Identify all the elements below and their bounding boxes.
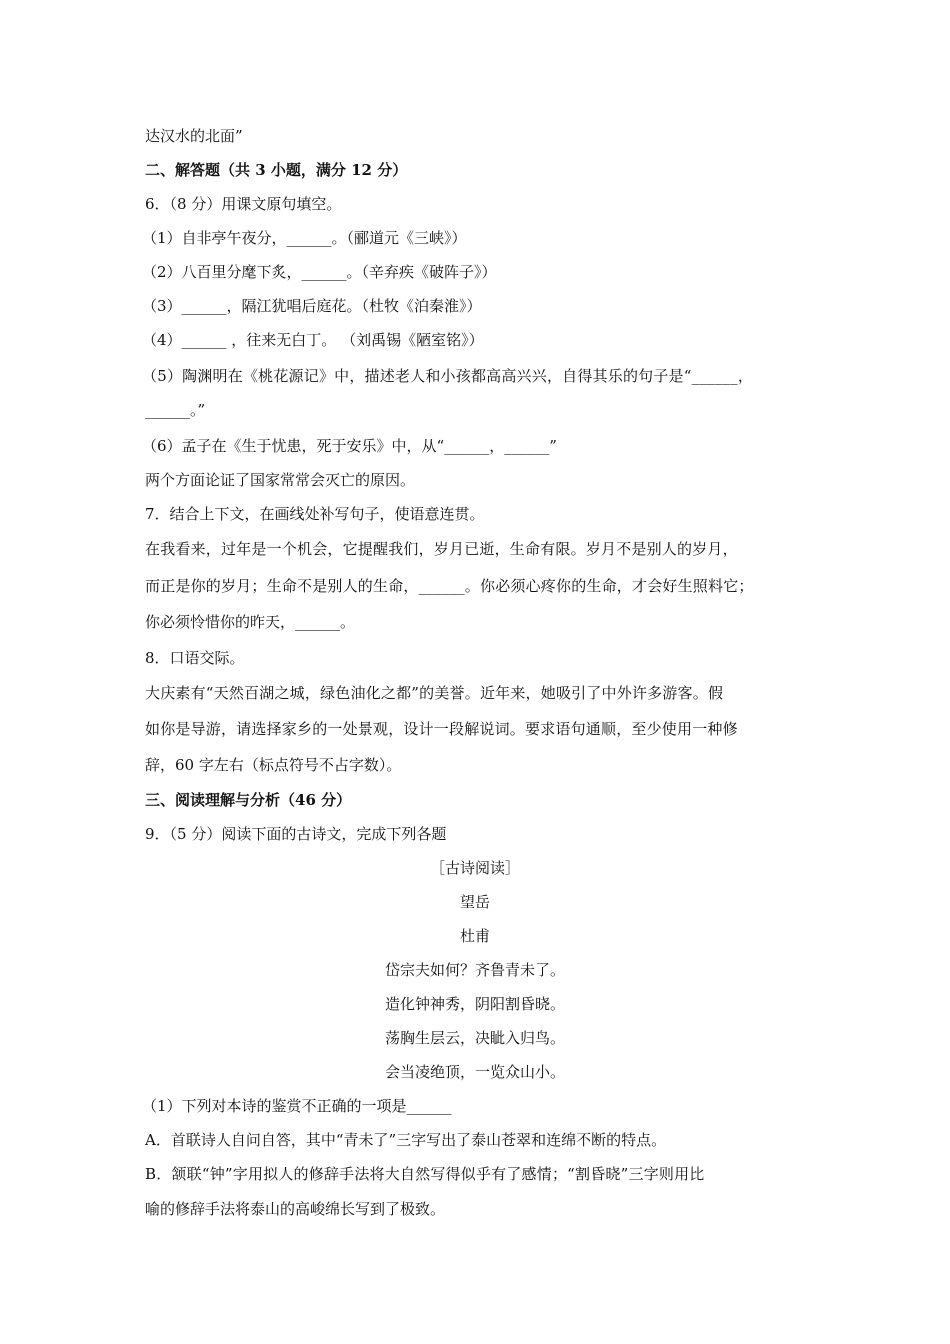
option-a: A．首联诗人自问自答，其中“青未了”三字写出了泰山苍翠和连绵不断的特点。 <box>145 1131 667 1149</box>
sub-question: （1）自非亭午夜分，______。（郦道元《三峡》） <box>142 229 467 247</box>
poem-line: 造化钟神秀，阴阳割昏晓。 <box>384 995 565 1013</box>
passage-line: 辞，60 字左右（标点符号不占字数）。 <box>145 756 402 774</box>
passage-line: 而正是你的岁月；生命不是别人的生命，______。你必须心疼你的生命，才会好生照料它； <box>145 577 754 595</box>
poem-line: 会当凌绝顶，一览众山小。 <box>384 1063 565 1081</box>
section-heading: 三、阅读理解与分析（46 分） <box>145 791 352 809</box>
sub-question: （3）______，隔江犹唱后庭花。（杜牧《泊秦淮》） <box>142 297 482 315</box>
sub-question: （5）陶渊明在《桃花源记》中，描述老人和小孩都高高兴兴，自得其乐的句子是“______， <box>142 367 754 385</box>
option-b: B．颔联“钟”字用拟人的修辞手法将大自然写得似乎有了感情；“割昏晓”三字则用比 <box>145 1165 705 1183</box>
poem-author: 杜甫 <box>459 927 490 945</box>
poem-title: 望岳 <box>459 893 490 911</box>
poem-label: ［古诗阅读］ <box>429 859 520 877</box>
sub-question: （6）孟子在《生于忧患，死于安乐》中，从“______，______” <box>142 437 557 455</box>
sub-question: （4）______ ，往来无白丁。 （刘禹锡《陋室铭》） <box>142 331 484 349</box>
passage-line: 大庆素有“天然百湖之城，绿色油化之都”的美誉。近年来，她吸引了中外许多游客。假 <box>145 684 724 702</box>
option-b-continued: 喻的修辞手法将泰山的高峻绵长写到了极致。 <box>145 1200 446 1218</box>
sub-question: （2）八百里分麾下炙，______。（辛弃疾《破阵子》） <box>142 263 497 281</box>
poem-line: 荡胸生层云，决眦入归鸟。 <box>384 1029 565 1047</box>
text-line: 两个方面论证了国家常常会灭亡的原因。 <box>145 471 416 489</box>
poem-line: 岱宗夫如何？齐鲁青未了。 <box>384 961 565 979</box>
passage-line: 如你是导游，请选择家乡的一处景观，设计一段解说词。要求语句通顺，至少使用一种修 <box>145 720 738 738</box>
section-heading: 二、解答题（共 3 小题，满分 12 分） <box>145 161 408 179</box>
question-stem: 7．结合上下文，在画线处补写句子，使语意连贯。 <box>145 505 485 523</box>
text-line: ______。” <box>145 401 206 419</box>
question-stem: 8．口语交际。 <box>145 649 245 667</box>
text-line: 达汉水的北面” <box>145 127 243 145</box>
passage-line: 在我看来，过年是一个机会，它提醒我们，岁月已逝，生命有限。岁月不是别人的岁月， <box>145 540 738 558</box>
sub-question: （1）下列对本诗的鉴赏不正确的一项是______ <box>142 1097 452 1115</box>
question-stem: 6．（8 分）用课文原句填空。 <box>145 195 342 213</box>
question-stem: 9．（5 分）阅读下面的古诗文，完成下列各题 <box>145 825 447 843</box>
passage-line: 你必须怜惜你的昨天，______。 <box>145 613 356 631</box>
